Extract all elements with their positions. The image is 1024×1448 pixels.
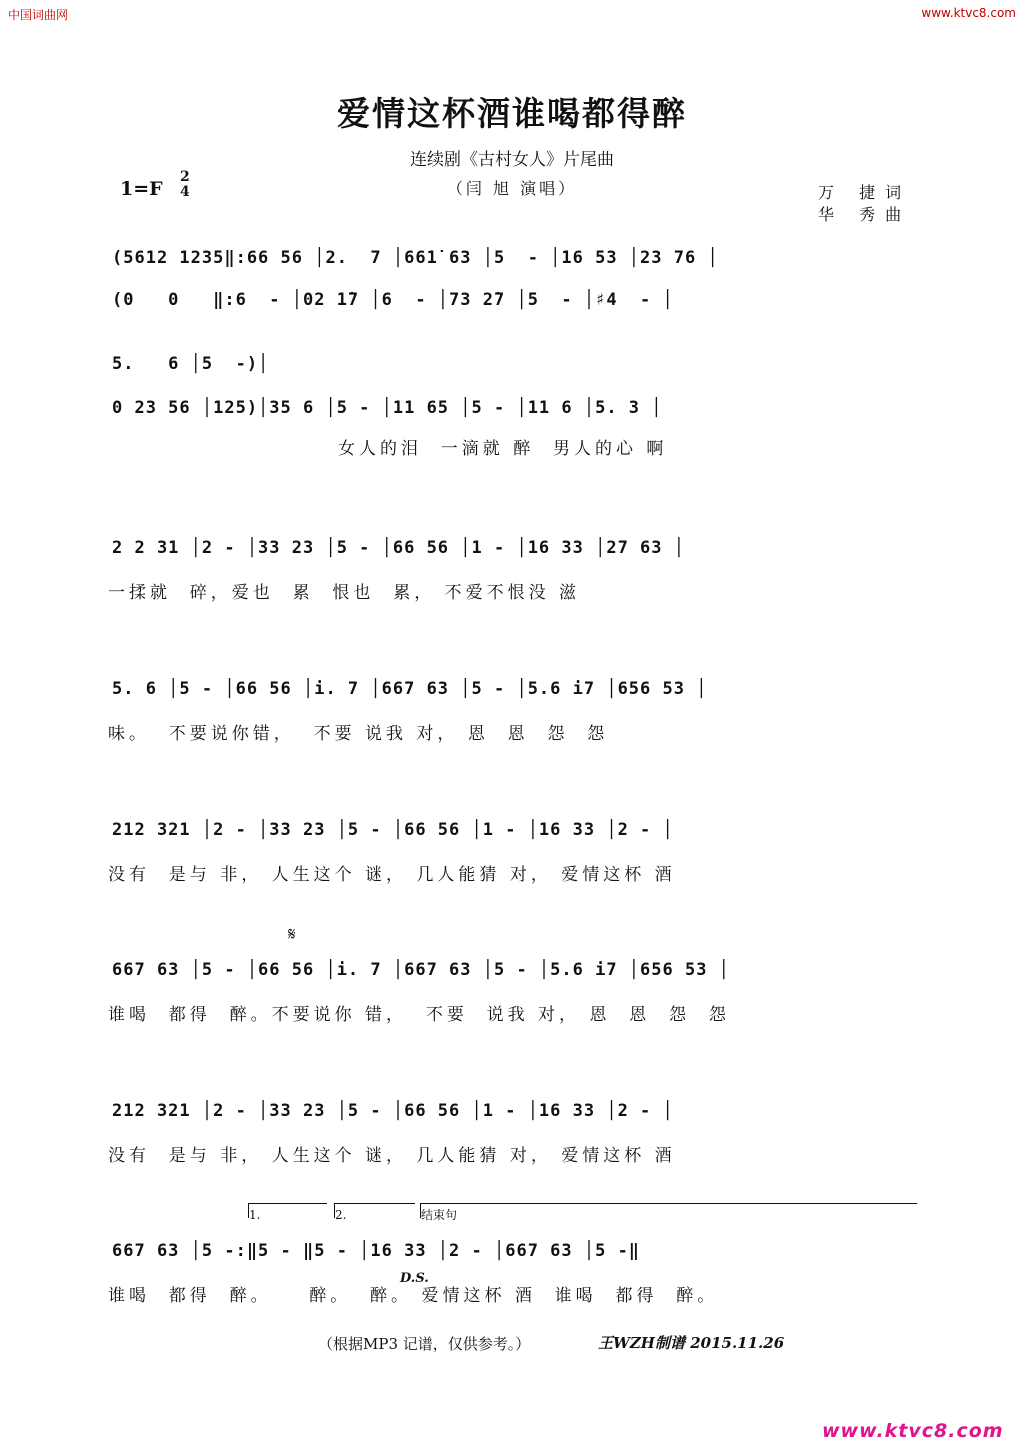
key-signature: 1=F — [120, 178, 163, 200]
system-4-lyrics: 味。 不要说你错， 不要 说我 对， 恩 恩 怨 怨 — [108, 724, 609, 744]
system-1-upper-notes: (5612 1235‖:66 56 │2. 7 │661̇ 63 │5 - │16 53 │23 76 │ — [112, 248, 719, 268]
system-3-notes: 2 2 31 │2 - │33 23 │5 - │66 56 │1 - │16 33 │27 63 │ — [112, 538, 685, 558]
first-ending-bracket — [248, 1203, 327, 1222]
time-signature — [180, 170, 190, 200]
first-ending-label: 1. — [249, 1208, 261, 1222]
coda-ending-label: 结束句 — [421, 1208, 458, 1222]
second-ending-label: 2. — [335, 1208, 347, 1222]
arranger-credit: 王WZH制谱 2015.11.26 — [598, 1334, 785, 1352]
composer-credit: 华 秀曲 — [818, 205, 912, 224]
lyricist-credit: 万 捷词 — [818, 183, 912, 202]
coda-ending-bracket — [420, 1203, 917, 1222]
system-3-lyrics: 一揉就 碎，爱也 累 恨也 累， 不爱不恨没 滋 — [108, 583, 581, 603]
system-6-notes: 667 63 │5 - │66 56 │i. 7 │667 63 │5 - │5.6 i7 │656 53 │ — [112, 960, 730, 980]
system-7-notes: 212 321 │2 - │33 23 │5 - │66 56 │1 - │16 33 │2 - │ — [112, 1101, 674, 1121]
system-7-lyrics: 没有 是与 非， 人生这个 谜， 几人能猜 对， 爱情这杯 酒 — [108, 1146, 676, 1166]
system-8-notes: 667 63 │5 -:‖5 - ‖5 - │16 33 │2 - │667 63 │5 -‖ — [112, 1241, 641, 1261]
site-url-right[interactable]: www.ktvc8.com — [921, 6, 1016, 20]
time-signature-top: 2 — [180, 169, 190, 185]
second-ending-bracket — [334, 1203, 415, 1222]
song-subtitle: 连续剧《古村女人》片尾曲 — [410, 150, 614, 170]
system-2-upper-notes: 5. 6 │5 -)│ — [112, 354, 270, 374]
site-name-left: 中国词曲网 — [8, 8, 69, 22]
system-1-lower-notes: (0 0 ‖:6 - │02 1̇7 │6 - │73 2̇7 │5 - │♯4 - │ — [112, 290, 674, 310]
singer-credit: （闫 旭 演唱） — [446, 179, 578, 198]
segno-sign: 𝄋 — [288, 924, 296, 945]
system-2-lower-notes: 0 23 56 │125)│35 6 │5 - │11 65 │5 - │11 6 │5. 3 │ — [112, 398, 663, 418]
site-watermark[interactable]: www.ktvc8.com — [822, 1420, 1004, 1442]
system-5-notes: 212 321 │2 - │33 23 │5 - │66 56 │1 - │16 33 │2 - │ — [112, 820, 674, 840]
system-6-lyrics: 谁喝 都得 醉。不要说你 错， 不要 说我 对， 恩 恩 怨 怨 — [108, 1005, 730, 1025]
system-2-lyrics: 女人的泪 一滴就 醉 男人的心 啊 — [338, 439, 668, 459]
transcription-note: （根据MP3 记谱，仅供参考。） — [318, 1335, 531, 1353]
dal-segno-mark: D.S. — [400, 1271, 429, 1286]
system-4-notes: 5. 6 │5 - │66 56 │i. 7 │667 63 │5 - │5.6 i7 │656 53 │ — [112, 679, 708, 699]
system-8-lyrics: 谁喝 都得 醉。 醉。 醉。 爱情这杯 酒 谁喝 都得 醉。 — [108, 1286, 719, 1306]
time-signature-bottom: 4 — [180, 184, 190, 200]
system-5-lyrics: 没有 是与 非， 人生这个 谜， 几人能猜 对， 爱情这杯 酒 — [108, 865, 676, 885]
song-title: 爱情这杯酒谁喝都得醉 — [337, 94, 687, 133]
